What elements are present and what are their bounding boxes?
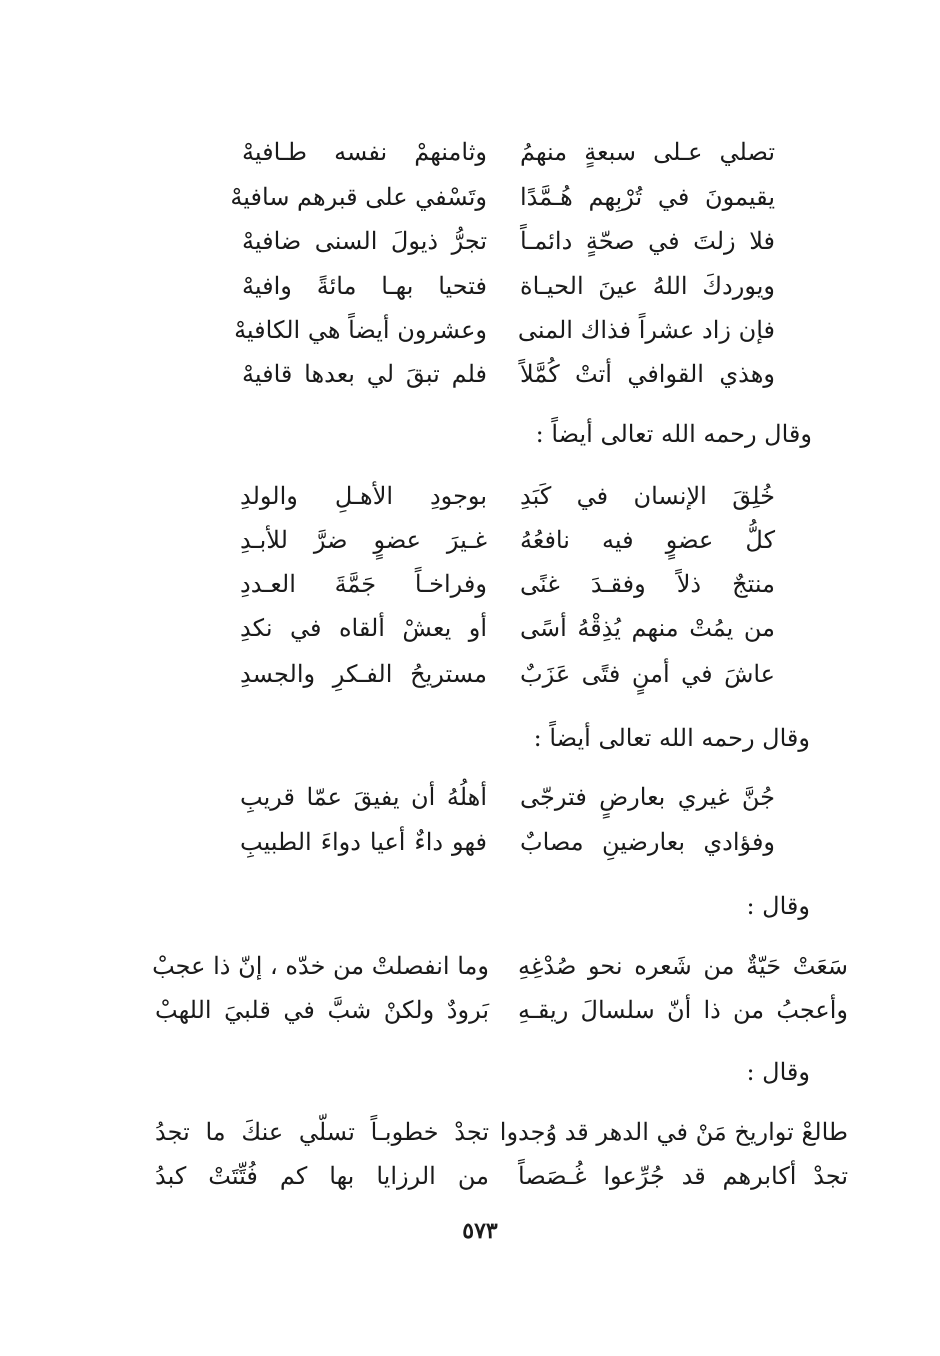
verse	[0, 1110, 940, 1154]
verse	[0, 518, 940, 562]
verse-second-hemistich: وعشرون أيضاً هي الكافيهْ	[234, 316, 487, 344]
verse	[0, 219, 940, 263]
verse-first-hemistich: وفؤادي بعارضينِ مصابٌ	[520, 828, 775, 856]
verse	[0, 308, 940, 352]
verse-first-hemistich: تصلي عـلى سبعةٍ منهمُ	[520, 138, 775, 166]
verse-first-hemistich: يقيمونَ في تُرْبِهم هُـمَّدًا	[520, 183, 775, 211]
verse-first-hemistich: منتجٌ ذلاً وفقـدَ غنًى	[520, 570, 775, 598]
verse-second-hemistich: تجرُّ ذيولَ السنى ضافيهْ	[242, 227, 487, 255]
verse-second-hemistich: وثامنهمْ نفسه طـافيهْ	[242, 138, 487, 166]
verse	[0, 175, 940, 219]
verse-first-hemistich: وهذي القوافي أتتْ كُمَّلاً	[520, 360, 775, 388]
verse-first-hemistich: وأعجبُ من ذا أنّ سلسالَ ريقـهِ	[518, 996, 848, 1024]
verse	[0, 820, 940, 864]
verse-first-hemistich: فإن زاد عشراً فذاك المنى	[517, 316, 775, 344]
verse-first-hemistich: طالعْ تواريخ مَنْ في الدهر قد وُجدوا	[499, 1118, 848, 1146]
verse	[0, 474, 940, 518]
verse-first-hemistich: من يمُتْ منهم يُذِقْهُ أسًى	[520, 614, 775, 642]
verse-second-hemistich: فهو داءٌ أعيا دواءَ الطبيبِ	[240, 828, 487, 856]
verse	[0, 775, 940, 819]
verse-second-hemistich: أهلُهُ أن يفيقَ عمّا قريبِ	[240, 783, 487, 811]
poem-heading: وقال رحمه الله تعالى أيضاً :	[533, 724, 810, 752]
verse-second-hemistich: وفراخـاً جَمَّةَ العـددِ	[240, 570, 487, 598]
verse-second-hemistich: وما انفصلتْ من خدّه ، إنّ ذا عجبْ	[152, 952, 489, 980]
verse-first-hemistich: جُنَّ غيري بعارضٍ فترجّى	[520, 783, 775, 811]
verse-first-hemistich: فلا زلتَ في صحّةٍ دائمـاً	[520, 227, 775, 255]
verse-second-hemistich: من الرزايا بها كم فُتِّتَتْ كبدُ	[155, 1162, 489, 1190]
verse	[0, 944, 940, 988]
verse	[0, 264, 940, 308]
verse-second-hemistich: غـيرَ عضوٍ ضرَّ للأبـدِ	[240, 526, 487, 554]
verse	[0, 988, 940, 1032]
verse-first-hemistich: تجدْ أكابرهم قد جُرِّعوا غُـصَصاً	[518, 1162, 848, 1190]
page-number: ٥٧٣	[462, 1218, 498, 1244]
verse-first-hemistich: كلُّ عضوٍ فيه نافعُهُ	[520, 526, 775, 554]
verse	[0, 652, 940, 696]
verse-first-hemistich: خُلِقَ الإنسان في كَبَدِ	[520, 482, 775, 510]
verse-first-hemistich: سَعَتْ حَيّةٌ من شَعره نحو صُدْغِهِ	[518, 952, 848, 980]
verse-first-hemistich: عاشَ في أمنٍ فتًى عَزَبٌ	[520, 660, 775, 688]
verse-second-hemistich: أو يعشْ ألقاه في نكدِ	[240, 614, 487, 642]
verse	[0, 562, 940, 606]
verse	[0, 1154, 940, 1198]
verse	[0, 352, 940, 396]
verse	[0, 606, 940, 650]
verse-first-hemistich: ويوردكَ اللهُ عينَ الحيـاة	[520, 272, 775, 300]
verse-second-hemistich: تجدْ خطوبـاً تسلّي عنكَ ما تجدُ	[155, 1118, 489, 1146]
poem-heading: وقال :	[746, 1058, 810, 1086]
verse-second-hemistich: مستريحُ الفـكرِ والجسدِ	[240, 660, 487, 688]
verse-second-hemistich: وتَسْفي على قبرهم سافيهْ	[230, 183, 487, 211]
poem-heading: وقال رحمه الله تعالى أيضاً :	[535, 420, 812, 448]
verse	[0, 130, 940, 174]
verse-second-hemistich: بوجودِ الأهـلِ والولدِ	[240, 482, 487, 510]
verse-second-hemistich: فتحيا بهـا مائةً وافيهْ	[242, 272, 487, 300]
poem-heading: وقال :	[746, 892, 810, 920]
verse-second-hemistich: فلم تبقَ لي بعدها قافيهْ	[242, 360, 487, 388]
verse-second-hemistich: بَرودٌ ولكنْ شبَّ في قلبيَ اللهبْ	[155, 996, 489, 1024]
